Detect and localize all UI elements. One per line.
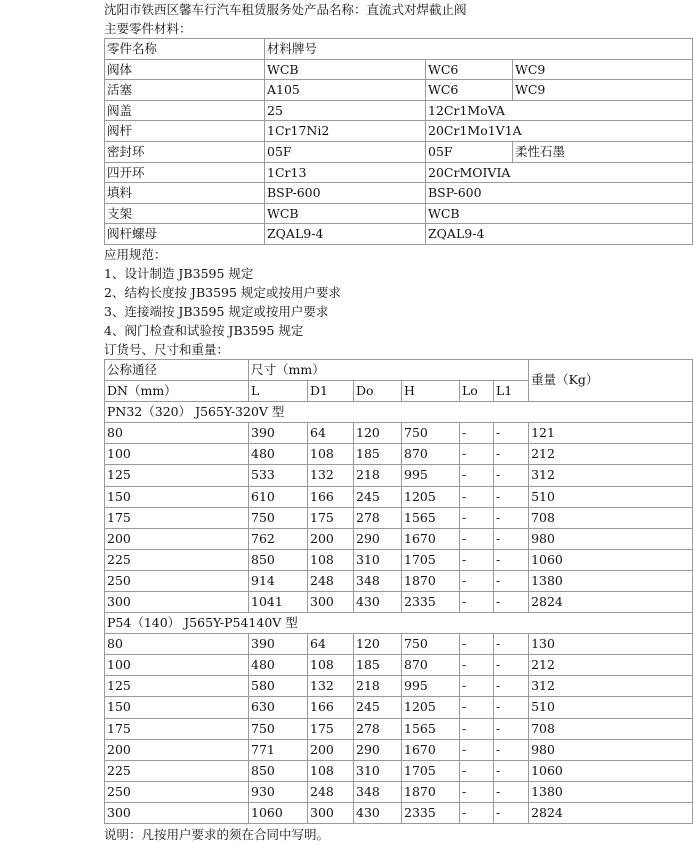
table-row — [105, 760, 693, 781]
do-cell: 278 — [354, 718, 402, 739]
l1-cell: - — [494, 444, 529, 465]
lo-cell: - — [460, 549, 494, 570]
h-cell: 1870 — [402, 570, 460, 591]
part-name-cell: 阀盖 — [105, 100, 265, 121]
l-cell: 533 — [249, 465, 308, 486]
l-cell: 750 — [249, 507, 308, 528]
do-cell: 245 — [354, 697, 402, 718]
material-cell-1: 1Cr17Ni2 — [265, 121, 426, 142]
lo-cell: - — [460, 718, 494, 739]
do-cell: 290 — [354, 739, 402, 760]
parts-header-name: 零件名称 — [105, 39, 265, 60]
d1-cell: 248 — [308, 781, 354, 802]
material-cell-3: WC9 — [513, 80, 693, 101]
material-cell-1: BSP-600 — [265, 183, 426, 204]
do-cell: 245 — [354, 486, 402, 507]
lo-cell: - — [460, 507, 494, 528]
l1-cell: - — [494, 570, 529, 591]
d1-cell: 300 — [308, 591, 354, 612]
l-cell: 480 — [249, 444, 308, 465]
part-name-cell: 四开环 — [105, 162, 265, 183]
weight-cell: 2824 — [529, 591, 693, 612]
parts-header-material: 材料牌号 — [265, 39, 693, 60]
l1-cell: - — [494, 486, 529, 507]
h-cell: 750 — [402, 634, 460, 655]
lo-cell: - — [460, 570, 494, 591]
do-cell: 278 — [354, 507, 402, 528]
l-cell: 610 — [249, 486, 308, 507]
material-cell-2: BSP-600 — [426, 183, 693, 204]
group-title-row — [105, 402, 693, 423]
lo-cell: - — [460, 528, 494, 549]
l-cell: 930 — [249, 781, 308, 802]
material-cell-2: 05F — [426, 141, 513, 162]
part-name-cell: 阀体 — [105, 59, 265, 80]
lo-cell: - — [460, 423, 494, 444]
do-cell: 218 — [354, 465, 402, 486]
parts-row — [105, 121, 693, 142]
d1-cell: 132 — [308, 465, 354, 486]
dn-cell: 100 — [105, 655, 249, 676]
l-cell: 1041 — [249, 591, 308, 612]
table-row — [105, 423, 693, 444]
dn-cell: 125 — [105, 465, 249, 486]
dimension-table — [104, 359, 693, 824]
h-cell: 1565 — [402, 718, 460, 739]
h-header: H — [402, 381, 460, 402]
weight-cell: 1380 — [529, 570, 693, 591]
h-cell: 2335 — [402, 802, 460, 823]
size-header: 尺寸（mm） — [249, 359, 529, 380]
dn-cell: 80 — [105, 423, 249, 444]
weight-cell: 312 — [529, 465, 693, 486]
group-title-row — [105, 613, 693, 634]
d1-cell: 64 — [308, 634, 354, 655]
standard-item: 1、设计制造 JB3595 规定 — [104, 265, 254, 281]
part-name-cell: 填料 — [105, 183, 265, 204]
h-cell: 1705 — [402, 760, 460, 781]
lo-cell: - — [460, 655, 494, 676]
dn-cell: 225 — [105, 549, 249, 570]
d1-cell: 166 — [308, 486, 354, 507]
weight-cell: 980 — [529, 528, 693, 549]
parts-row — [105, 100, 693, 121]
h-cell: 995 — [402, 676, 460, 697]
material-cell-1: 1Cr13 — [265, 162, 426, 183]
parts-header-row — [105, 39, 693, 60]
l1-cell: - — [494, 591, 529, 612]
document-page — [104, 0, 694, 844]
weight-cell: 510 — [529, 486, 693, 507]
dn-cell: 250 — [105, 781, 249, 802]
standard-item: 2、结构长度按 JB3595 规定或按用户要求 — [104, 284, 341, 300]
l1-header: L1 — [494, 381, 529, 402]
parts-row — [105, 224, 693, 245]
l-cell: 771 — [249, 739, 308, 760]
do-cell: 348 — [354, 781, 402, 802]
weight-cell: 212 — [529, 655, 693, 676]
lo-cell: - — [460, 697, 494, 718]
l-cell: 850 — [249, 549, 308, 570]
material-cell-1: ZQAL9-4 — [265, 224, 426, 245]
weight-cell: 212 — [529, 444, 693, 465]
dn-cell: 200 — [105, 739, 249, 760]
group-title: P54（140） J565Y-P54140V 型 — [105, 613, 693, 634]
part-name-cell: 支架 — [105, 203, 265, 224]
l1-cell: - — [494, 528, 529, 549]
dn-cell: 80 — [105, 634, 249, 655]
do-header: Do — [354, 381, 402, 402]
do-cell: 348 — [354, 570, 402, 591]
weight-cell: 1060 — [529, 549, 693, 570]
l1-cell: - — [494, 423, 529, 444]
lo-cell: - — [460, 444, 494, 465]
d1-cell: 166 — [308, 697, 354, 718]
d1-cell: 200 — [308, 739, 354, 760]
d1-cell: 108 — [308, 655, 354, 676]
l1-cell: - — [494, 697, 529, 718]
dn-cell: 100 — [105, 444, 249, 465]
h-cell: 2335 — [402, 591, 460, 612]
standard-item: 4、阀门检查和试验按 JB3595 规定 — [104, 322, 304, 338]
l-cell: 762 — [249, 528, 308, 549]
l1-cell: - — [494, 634, 529, 655]
material-cell-2: 20Cr1Mo1V1A — [426, 121, 693, 142]
h-cell: 750 — [402, 423, 460, 444]
part-name-cell: 阀杆 — [105, 121, 265, 142]
weight-cell: 2824 — [529, 802, 693, 823]
material-cell-2: 20CrMOIVIA — [426, 162, 693, 183]
d1-cell: 108 — [308, 549, 354, 570]
table-row — [105, 549, 693, 570]
material-cell-2: 12Cr1MoVA — [426, 100, 693, 121]
part-name-cell: 活塞 — [105, 80, 265, 101]
dimension-header-row-1 — [105, 359, 693, 380]
dn-cell: 225 — [105, 760, 249, 781]
weight-header: 重量（Kg） — [529, 359, 693, 401]
l-cell: 480 — [249, 655, 308, 676]
l-header: L — [249, 381, 308, 402]
material-cell-1: 25 — [265, 100, 426, 121]
h-cell: 1565 — [402, 507, 460, 528]
dn-header: DN（mm） — [105, 381, 249, 402]
weight-cell: 708 — [529, 507, 693, 528]
weight-cell: 1060 — [529, 760, 693, 781]
nominal-diameter-header: 公称通径 — [105, 359, 249, 380]
l1-cell: - — [494, 739, 529, 760]
table-row — [105, 465, 693, 486]
d1-cell: 248 — [308, 570, 354, 591]
material-cell-1: A105 — [265, 80, 426, 101]
table-row — [105, 528, 693, 549]
dn-cell: 150 — [105, 697, 249, 718]
do-cell: 310 — [354, 760, 402, 781]
table-row — [105, 802, 693, 823]
do-cell: 120 — [354, 423, 402, 444]
standards-list — [104, 264, 694, 340]
document-title: 沈阳市铁西区馨车行汽车租赁服务处产品名称：直流式对焊截止阀 — [104, 2, 467, 17]
part-name-cell: 阀杆螺母 — [105, 224, 265, 245]
l1-cell: - — [494, 718, 529, 739]
part-name-cell: 密封环 — [105, 141, 265, 162]
dn-cell: 175 — [105, 718, 249, 739]
dn-cell: 125 — [105, 676, 249, 697]
h-cell: 1670 — [402, 739, 460, 760]
weight-cell: 510 — [529, 697, 693, 718]
l-cell: 914 — [249, 570, 308, 591]
parts-heading: 主要零件材料： — [104, 21, 192, 36]
material-cell-2: WC6 — [426, 80, 513, 101]
material-cell-1: 05F — [265, 141, 426, 162]
parts-row — [105, 141, 693, 162]
do-cell: 430 — [354, 591, 402, 612]
d1-header: D1 — [308, 381, 354, 402]
table-row — [105, 781, 693, 802]
parts-row — [105, 183, 693, 204]
parts-row — [105, 80, 693, 101]
weight-cell: 708 — [529, 718, 693, 739]
l1-cell: - — [494, 507, 529, 528]
weight-cell: 121 — [529, 423, 693, 444]
h-cell: 1205 — [402, 697, 460, 718]
do-cell: 185 — [354, 655, 402, 676]
standards-heading: 应用规范： — [104, 246, 167, 262]
dn-cell: 150 — [105, 486, 249, 507]
do-cell: 120 — [354, 634, 402, 655]
d1-cell: 132 — [308, 676, 354, 697]
lo-cell: - — [460, 760, 494, 781]
table-row — [105, 591, 693, 612]
l-cell: 390 — [249, 423, 308, 444]
group-title: PN32（320） J565Y-320V 型 — [105, 402, 693, 423]
d1-cell: 64 — [308, 423, 354, 444]
l1-cell: - — [494, 760, 529, 781]
weight-cell: 312 — [529, 676, 693, 697]
l-cell: 580 — [249, 676, 308, 697]
d1-cell: 300 — [308, 802, 354, 823]
d1-cell: 200 — [308, 528, 354, 549]
table-row — [105, 697, 693, 718]
weight-cell: 980 — [529, 739, 693, 760]
dn-cell: 175 — [105, 507, 249, 528]
lo-cell: - — [460, 781, 494, 802]
d1-cell: 175 — [308, 718, 354, 739]
h-cell: 1205 — [402, 486, 460, 507]
l-cell: 630 — [249, 697, 308, 718]
do-cell: 430 — [354, 802, 402, 823]
material-cell-2: WC6 — [426, 59, 513, 80]
l1-cell: - — [494, 802, 529, 823]
do-cell: 185 — [354, 444, 402, 465]
lo-header: Lo — [460, 381, 494, 402]
parts-row — [105, 162, 693, 183]
dn-cell: 300 — [105, 591, 249, 612]
lo-cell: - — [460, 739, 494, 760]
l-cell: 390 — [249, 634, 308, 655]
lo-cell: - — [460, 486, 494, 507]
lo-cell: - — [460, 634, 494, 655]
lo-cell: - — [460, 676, 494, 697]
weight-cell: 130 — [529, 634, 693, 655]
l1-cell: - — [494, 676, 529, 697]
dn-cell: 300 — [105, 802, 249, 823]
parts-row — [105, 59, 693, 80]
h-cell: 995 — [402, 465, 460, 486]
h-cell: 870 — [402, 444, 460, 465]
material-cell-3: WC9 — [513, 59, 693, 80]
table-row — [105, 507, 693, 528]
material-cell-2: WCB — [426, 203, 693, 224]
weight-cell: 1380 — [529, 781, 693, 802]
order-heading: 订货号、尺寸和重量： — [104, 341, 230, 357]
do-cell: 310 — [354, 549, 402, 570]
lo-cell: - — [460, 591, 494, 612]
d1-cell: 108 — [308, 444, 354, 465]
material-cell-1: WCB — [265, 203, 426, 224]
l-cell: 1060 — [249, 802, 308, 823]
footer-note: 说明：凡按用户要求的须在合同中写明。 — [104, 827, 330, 842]
l-cell: 750 — [249, 718, 308, 739]
material-cell-2: ZQAL9-4 — [426, 224, 693, 245]
table-row — [105, 739, 693, 760]
parts-row — [105, 203, 693, 224]
parts-material-table — [104, 38, 693, 245]
table-row — [105, 444, 693, 465]
l1-cell: - — [494, 465, 529, 486]
table-row — [105, 676, 693, 697]
h-cell: 1870 — [402, 781, 460, 802]
l1-cell: - — [494, 655, 529, 676]
material-cell-1: WCB — [265, 59, 426, 80]
lo-cell: - — [460, 802, 494, 823]
h-cell: 870 — [402, 655, 460, 676]
l1-cell: - — [494, 549, 529, 570]
h-cell: 1670 — [402, 528, 460, 549]
d1-cell: 175 — [308, 507, 354, 528]
material-cell-3: 柔性石墨 — [513, 141, 693, 162]
dn-cell: 250 — [105, 570, 249, 591]
table-row — [105, 570, 693, 591]
table-row — [105, 718, 693, 739]
table-row — [105, 655, 693, 676]
table-row — [105, 634, 693, 655]
l1-cell: - — [494, 781, 529, 802]
l-cell: 850 — [249, 760, 308, 781]
lo-cell: - — [460, 465, 494, 486]
do-cell: 218 — [354, 676, 402, 697]
do-cell: 290 — [354, 528, 402, 549]
d1-cell: 108 — [308, 760, 354, 781]
dn-cell: 200 — [105, 528, 249, 549]
h-cell: 1705 — [402, 549, 460, 570]
table-row — [105, 486, 693, 507]
standard-item: 3、连接端按 JB3595 规定或按用户要求 — [104, 303, 329, 319]
